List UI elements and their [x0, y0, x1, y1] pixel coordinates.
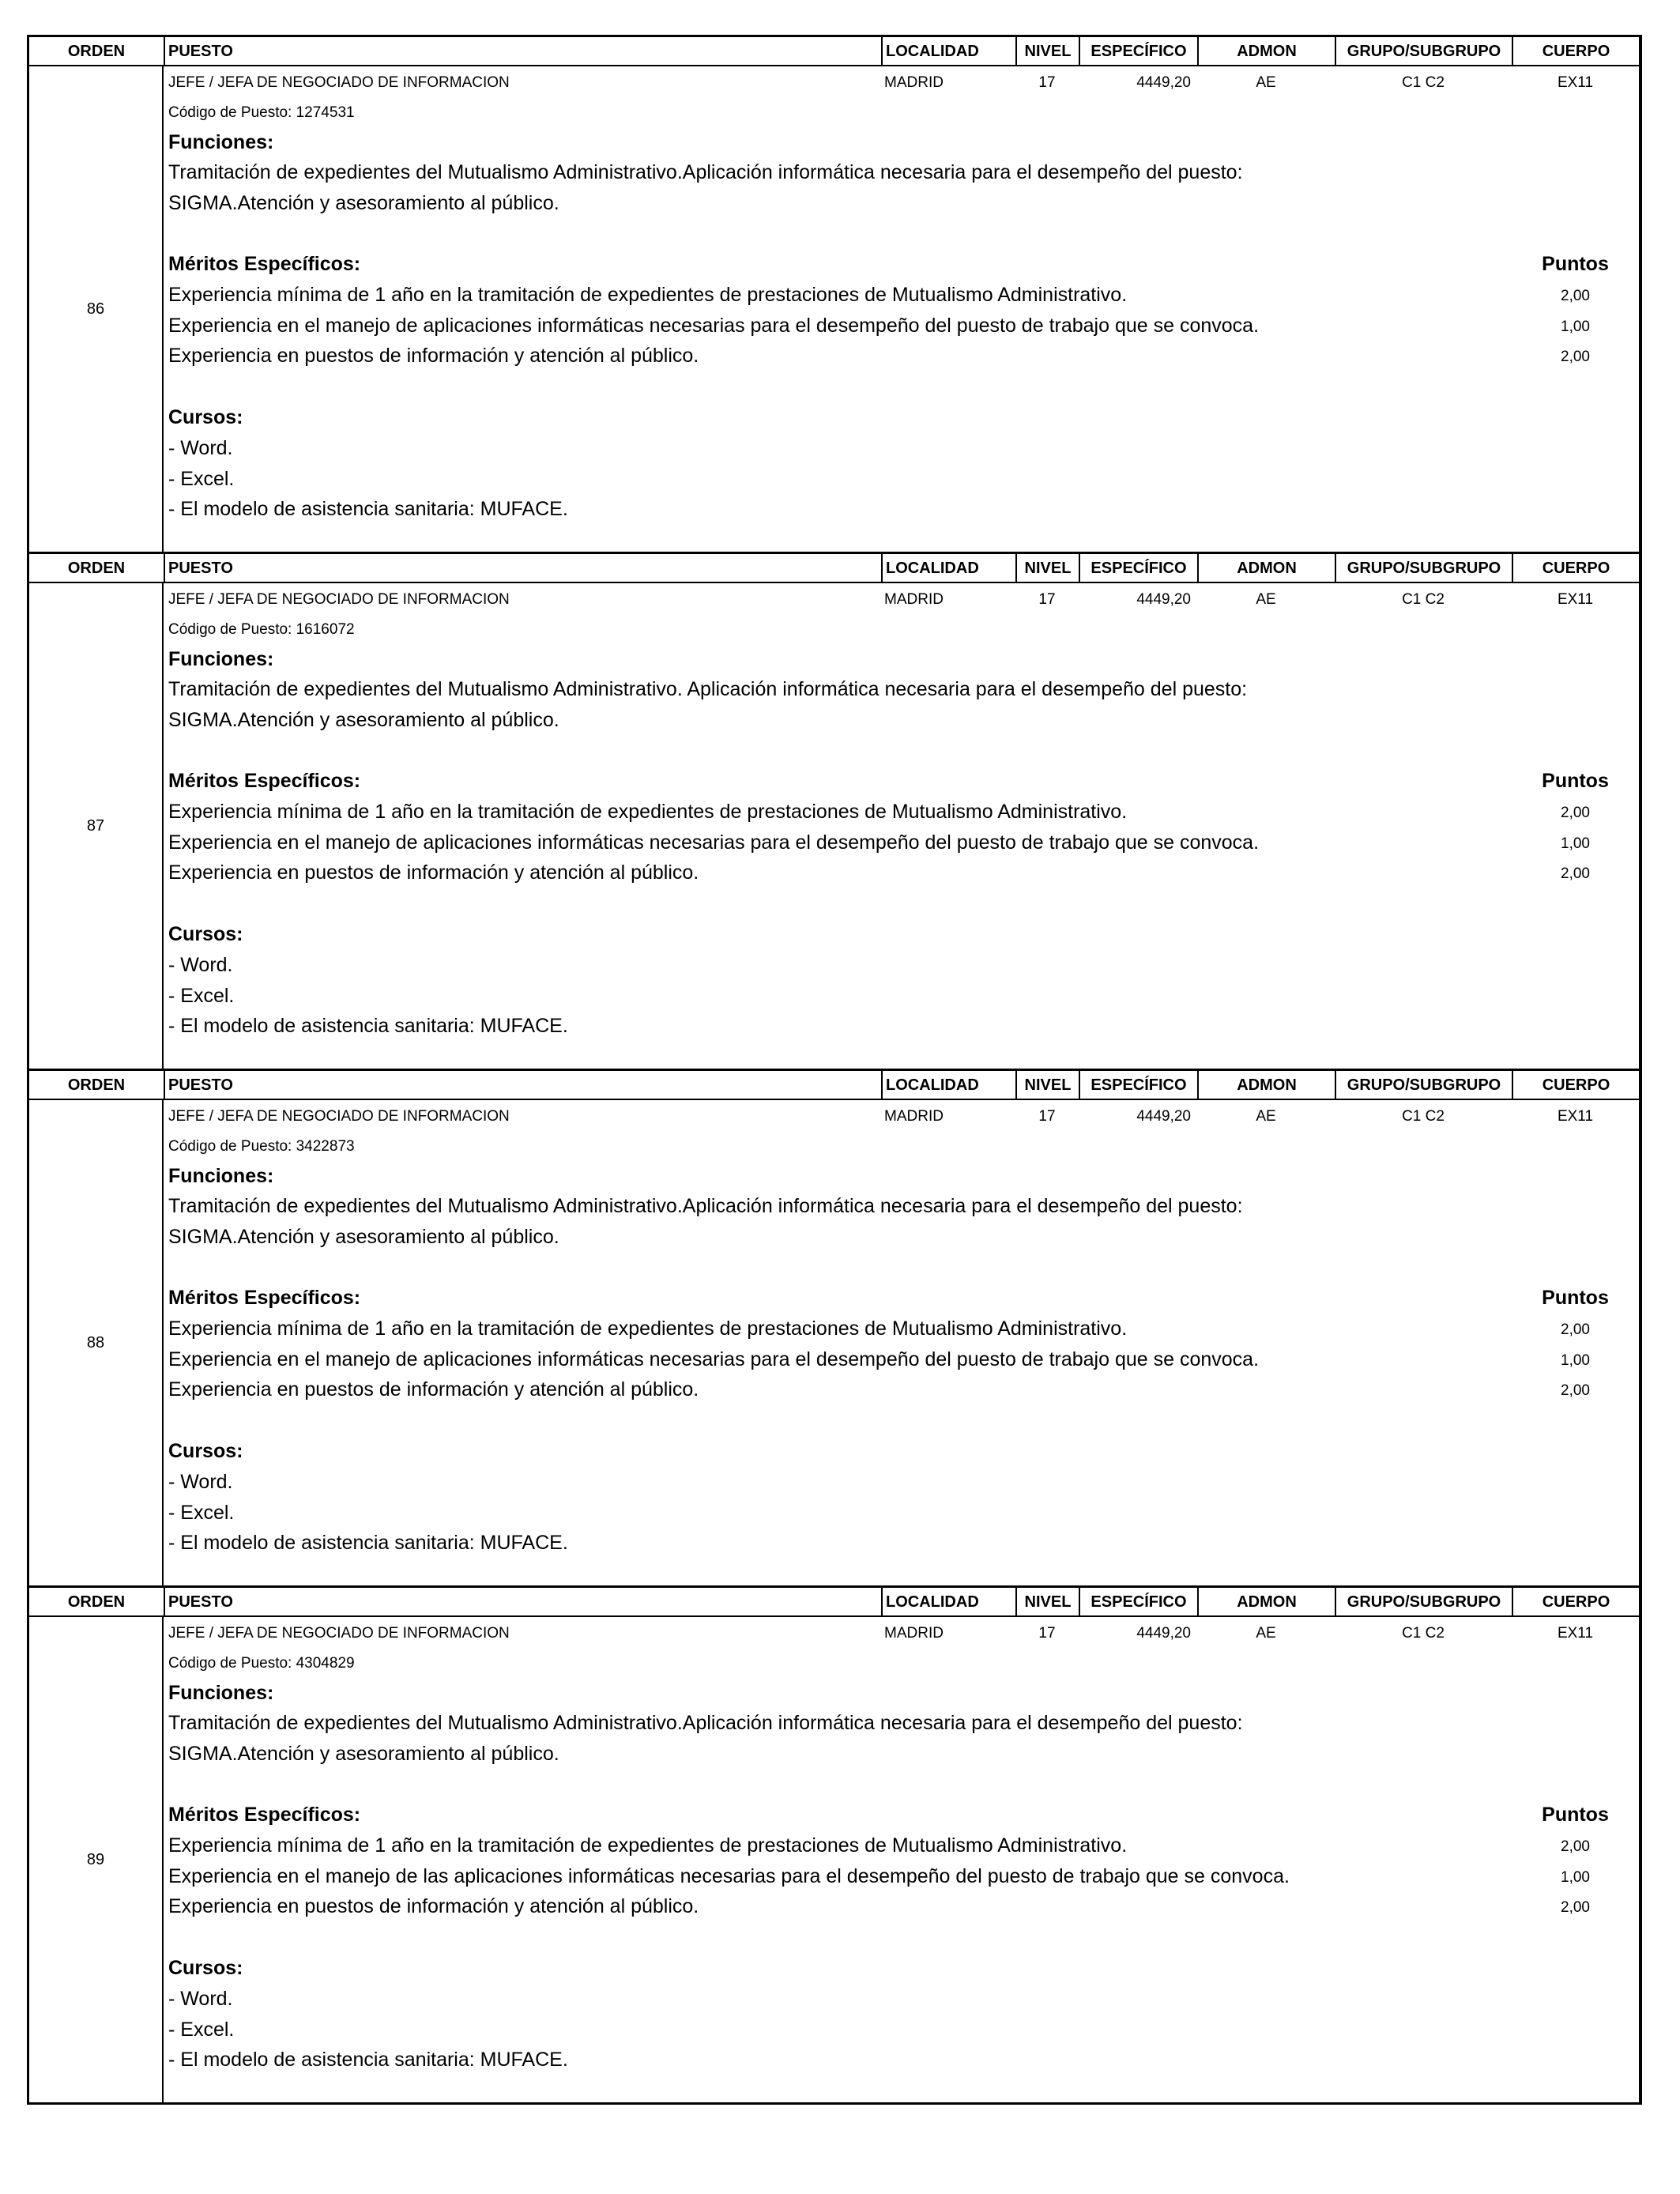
header-especifico: ESPECÍFICO	[1079, 554, 1197, 582]
merito-text: Experiencia mínima de 1 año en la tramitación de expedientes de prestaciones de Mutualismo Administrativo.	[168, 1318, 1128, 1340]
job-entry	[27, 35, 1642, 552]
merito-text: Experiencia en puestos de información y atención al público.	[168, 1378, 699, 1401]
header-puesto: PUESTO	[164, 1071, 881, 1099]
puesto-value: JEFE / JEFA DE NEGOCIADO DE INFORMACION	[168, 1108, 510, 1125]
header-localidad: LOCALIDAD	[881, 1071, 1015, 1099]
orden-number: 87	[29, 583, 164, 1069]
codigo-puesto: Código de Puesto: 1616072	[168, 621, 355, 638]
funciones-line: SIGMA.Atención y asesoramiento al público.	[168, 1226, 559, 1248]
header-nivel: NIVEL	[1015, 554, 1079, 582]
merito-puntos: 2,00	[1561, 865, 1590, 883]
header-grupo: GRUPO/SUBGRUPO	[1335, 37, 1512, 65]
nivel-value: 17	[1038, 1108, 1056, 1125]
orden-number: 89	[29, 1617, 164, 2102]
cuerpo-value: EX11	[1557, 591, 1594, 608]
meritos-heading: Méritos Específicos:	[168, 770, 361, 792]
cuerpo-value: EX11	[1557, 1625, 1594, 1642]
header-grupo: GRUPO/SUBGRUPO	[1335, 1071, 1512, 1099]
nivel-value: 17	[1038, 1625, 1056, 1642]
header-admon: ADMON	[1197, 1071, 1335, 1099]
codigo-puesto: Código de Puesto: 1274531	[168, 104, 355, 121]
admon-value: AE	[1256, 1108, 1276, 1125]
nivel-value: 17	[1038, 591, 1056, 608]
merito-text: Experiencia mínima de 1 año en la tramitación de expedientes de prestaciones de Mutualismo Administrativo.	[168, 1834, 1128, 1857]
merito-puntos: 2,00	[1561, 288, 1590, 304]
merito-text: Experiencia mínima de 1 año en la tramitación de expedientes de prestaciones de Mutualismo Administrativo.	[168, 284, 1128, 306]
header-cuerpo: CUERPO	[1512, 37, 1639, 65]
cuerpo-value: EX11	[1557, 74, 1594, 91]
orden-number: 86	[29, 66, 164, 552]
localidad-value: MADRID	[884, 591, 944, 608]
header-puesto: PUESTO	[164, 1588, 881, 1615]
puntos-heading: Puntos	[1542, 1287, 1609, 1309]
curso-item: - El modelo de asistencia sanitaria: MUFACE.	[168, 1532, 568, 1555]
funciones-line: Tramitación de expedientes del Mutualismo Administrativo. Aplicación informática necesaria para el desempeño del puesto:	[168, 678, 1248, 700]
header-puesto: PUESTO	[164, 37, 881, 65]
funciones-heading: Funciones:	[168, 648, 274, 670]
codigo-puesto: Código de Puesto: 3422873	[168, 1138, 355, 1155]
funciones-line: Tramitación de expedientes del Mutualismo Administrativo.Aplicación informática necesaria para el desempeño del puesto:	[168, 1712, 1243, 1734]
curso-item: - El modelo de asistencia sanitaria: MUFACE.	[168, 2049, 568, 2071]
codigo-puesto: Código de Puesto: 4304829	[168, 1655, 355, 1672]
cursos-heading: Cursos:	[168, 1440, 243, 1462]
merito-text: Experiencia en el manejo de aplicaciones informáticas necesarias para el desempeño del puesto de trabajo que se convoca.	[168, 1348, 1260, 1370]
job-entry	[27, 552, 1642, 1069]
admon-value: AE	[1256, 591, 1276, 608]
funciones-line: SIGMA.Atención y asesoramiento al público.	[168, 1743, 559, 1765]
column-header-row	[29, 552, 1639, 583]
merito-puntos: 2,00	[1561, 1838, 1590, 1855]
funciones-line: SIGMA.Atención y asesoramiento al público.	[168, 709, 559, 731]
header-admon: ADMON	[1197, 1588, 1335, 1615]
merito-puntos: 2,00	[1561, 1321, 1590, 1338]
merito-text: Experiencia en puestos de información y atención al público.	[168, 861, 699, 884]
cursos-heading: Cursos:	[168, 406, 243, 428]
merito-puntos: 2,00	[1561, 1382, 1590, 1400]
curso-item: - El modelo de asistencia sanitaria: MUFACE.	[168, 1015, 568, 1038]
header-especifico: ESPECÍFICO	[1079, 1588, 1197, 1615]
puntos-heading: Puntos	[1542, 1804, 1609, 1826]
curso-item: - Word.	[168, 1988, 233, 2010]
column-header-row	[29, 1069, 1639, 1100]
header-orden: ORDEN	[67, 560, 126, 577]
merito-text: Experiencia en el manejo de aplicaciones informáticas necesarias para el desempeño del puesto de trabajo que se convoca.	[168, 314, 1260, 337]
curso-item: - Excel.	[168, 467, 235, 490]
orden-number: 88	[29, 1100, 164, 1585]
funciones-line: SIGMA.Atención y asesoramiento al público.	[168, 192, 559, 214]
cursos-heading: Cursos:	[168, 1957, 243, 1979]
header-grupo: GRUPO/SUBGRUPO	[1335, 554, 1512, 582]
header-nivel: NIVEL	[1015, 37, 1079, 65]
header-admon: ADMON	[1197, 554, 1335, 582]
puntos-heading: Puntos	[1542, 770, 1609, 792]
merito-puntos: 1,00	[1561, 835, 1590, 852]
curso-item: - Word.	[168, 1471, 233, 1493]
header-localidad: LOCALIDAD	[881, 1588, 1015, 1615]
header-nivel: NIVEL	[1015, 1071, 1079, 1099]
meritos-heading: Méritos Específicos:	[168, 1804, 361, 1826]
especifico-value: 4449,20	[1136, 1108, 1191, 1125]
cuerpo-value: EX11	[1557, 1108, 1594, 1125]
puesto-value: JEFE / JEFA DE NEGOCIADO DE INFORMACION	[168, 591, 510, 608]
puntos-heading: Puntos	[1542, 253, 1609, 275]
header-cuerpo: CUERPO	[1512, 1588, 1639, 1615]
nivel-value: 17	[1038, 74, 1056, 91]
header-admon: ADMON	[1197, 37, 1335, 65]
meritos-heading: Méritos Específicos:	[168, 1287, 361, 1309]
header-especifico: ESPECÍFICO	[1079, 37, 1197, 65]
merito-text: Experiencia en puestos de información y atención al público.	[168, 1895, 699, 1918]
funciones-line: Tramitación de expedientes del Mutualismo Administrativo.Aplicación informática necesaria para el desempeño del puesto:	[168, 161, 1243, 183]
especifico-value: 4449,20	[1136, 74, 1191, 91]
merito-puntos: 1,00	[1561, 1351, 1590, 1369]
especifico-value: 4449,20	[1136, 591, 1191, 608]
grupo-value: C1 C2	[1402, 1108, 1445, 1125]
merito-text: Experiencia mínima de 1 año en la tramitación de expedientes de prestaciones de Mutualismo Administrativo.	[168, 801, 1128, 823]
header-orden: ORDEN	[67, 1593, 126, 1611]
curso-item: - Excel.	[168, 1501, 235, 1524]
cursos-heading: Cursos:	[168, 923, 243, 945]
funciones-heading: Funciones:	[168, 1165, 274, 1187]
especifico-value: 4449,20	[1136, 1625, 1191, 1642]
localidad-value: MADRID	[884, 1625, 944, 1642]
merito-puntos: 1,00	[1561, 1868, 1590, 1886]
grupo-value: C1 C2	[1402, 591, 1445, 608]
merito-text: Experiencia en el manejo de las aplicaciones informáticas necesarias para el desempeño del puesto de trabajo que se convoca.	[168, 1864, 1290, 1887]
grupo-value: C1 C2	[1402, 74, 1445, 91]
header-orden: ORDEN	[67, 1076, 126, 1094]
table-bottom-border	[27, 2102, 1642, 2105]
header-grupo: GRUPO/SUBGRUPO	[1335, 1588, 1512, 1615]
localidad-value: MADRID	[884, 74, 944, 91]
merito-puntos: 2,00	[1561, 1899, 1590, 1917]
funciones-heading: Funciones:	[168, 1682, 274, 1704]
localidad-value: MADRID	[884, 1108, 944, 1125]
header-puesto: PUESTO	[164, 554, 881, 582]
funciones-line: Tramitación de expedientes del Mutualismo Administrativo.Aplicación informática necesaria para el desempeño del puesto:	[168, 1195, 1243, 1217]
job-entry	[27, 1585, 1642, 2102]
merito-puntos: 1,00	[1561, 318, 1590, 335]
curso-item: - El modelo de asistencia sanitaria: MUFACE.	[168, 498, 568, 521]
header-cuerpo: CUERPO	[1512, 1071, 1639, 1099]
grupo-value: C1 C2	[1402, 1625, 1445, 1642]
merito-puntos: 2,00	[1561, 805, 1590, 821]
merito-puntos: 2,00	[1561, 349, 1590, 366]
header-nivel: NIVEL	[1015, 1588, 1079, 1615]
curso-item: - Word.	[168, 437, 233, 459]
header-localidad: LOCALIDAD	[881, 37, 1015, 65]
puesto-value: JEFE / JEFA DE NEGOCIADO DE INFORMACION	[168, 74, 510, 91]
admon-value: AE	[1256, 1625, 1276, 1642]
curso-item: - Word.	[168, 954, 233, 976]
merito-text: Experiencia en puestos de información y atención al público.	[168, 345, 699, 368]
curso-item: - Excel.	[168, 2018, 235, 2041]
column-header-row	[29, 35, 1639, 66]
column-header-row	[29, 1585, 1639, 1617]
job-entry	[27, 1069, 1642, 1585]
admon-value: AE	[1256, 74, 1276, 91]
curso-item: - Excel.	[168, 984, 235, 1007]
merito-text: Experiencia en el manejo de aplicaciones informáticas necesarias para el desempeño del puesto de trabajo que se convoca.	[168, 831, 1260, 854]
meritos-heading: Méritos Específicos:	[168, 253, 361, 275]
header-cuerpo: CUERPO	[1512, 554, 1639, 582]
funciones-heading: Funciones:	[168, 131, 274, 153]
header-localidad: LOCALIDAD	[881, 554, 1015, 582]
header-especifico: ESPECÍFICO	[1079, 1071, 1197, 1099]
puesto-value: JEFE / JEFA DE NEGOCIADO DE INFORMACION	[168, 1625, 510, 1642]
header-orden: ORDEN	[67, 43, 126, 60]
